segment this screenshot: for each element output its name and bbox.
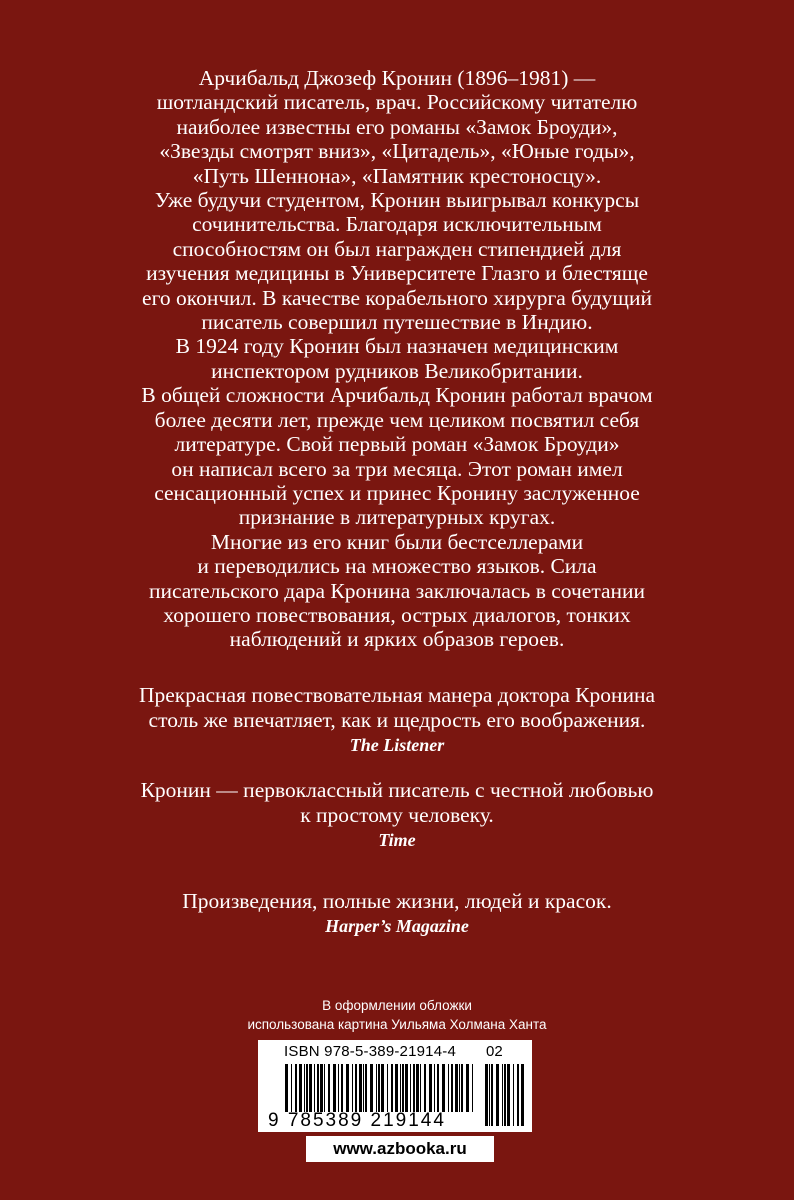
barcode-bar <box>448 1064 449 1112</box>
quote-source: Time <box>378 830 416 850</box>
barcode-bar <box>395 1064 398 1112</box>
barcode-bar <box>400 1064 401 1112</box>
barcode-bar <box>507 1064 510 1126</box>
barcode-bar <box>355 1064 357 1112</box>
barcode-addon-bars <box>484 1064 524 1126</box>
barcode-bar <box>434 1064 435 1112</box>
barcode-bar <box>365 1064 367 1112</box>
bio-line: наблюдений и ярких образов героев. <box>229 627 565 652</box>
bio-line: сенсационный успех и принес Кронину заслуженное <box>154 480 640 505</box>
barcode-bar <box>429 1064 432 1112</box>
barcode-bar <box>309 1064 312 1112</box>
barcode-bar <box>363 1064 364 1112</box>
barcode-bar <box>378 1064 380 1112</box>
isbn-label: ISBN 978-5-389-21914-4 <box>284 1043 457 1060</box>
barcode-bar <box>451 1064 453 1112</box>
bio-line: способностям он был награжден стипендией для <box>172 236 622 261</box>
barcode-bar <box>391 1064 393 1112</box>
barcode-bar <box>455 1064 458 1112</box>
barcode-bar <box>472 1064 473 1112</box>
barcode-bar <box>304 1064 305 1112</box>
bio-line: Уже будучи студентом, Кронин выигрывал конкурсы <box>154 188 640 213</box>
bio-line: В 1924 году Кронин был назначен медицинским <box>175 334 619 359</box>
quote-line: к простому человеку. <box>300 803 494 827</box>
barcode-bar <box>405 1064 408 1112</box>
barcode-bar <box>285 1064 288 1112</box>
barcode-bar <box>338 1064 339 1112</box>
review-quote-listener <box>60 683 734 757</box>
barcode-bar <box>410 1064 411 1112</box>
bio-line: Многие из его книг были бестселлерами <box>210 529 584 554</box>
barcode-bar <box>466 1064 469 1112</box>
bio-line: шотландский писатель, врач. Российскому читателю <box>156 90 638 115</box>
barcode-bar <box>320 1064 323 1112</box>
publisher-website: www.azbooka.ru <box>306 1136 494 1162</box>
bio-line: «Путь Шеннона», «Памятник крестоносцу». <box>192 163 602 188</box>
barcode-bar <box>381 1064 384 1112</box>
barcode-bar <box>370 1064 373 1112</box>
barcode-digits: 9 785389 219144 <box>268 1110 446 1131</box>
barcode-bar <box>442 1064 445 1112</box>
barcode-bar <box>317 1064 319 1112</box>
barcode-bar <box>306 1064 308 1112</box>
bio-line: он написал всего за три месяца. Этот роман имел <box>171 456 623 481</box>
quote-line: Прекрасная повествовательная манера доктора Кронина <box>138 683 656 707</box>
barcode-bars <box>284 1064 474 1112</box>
bio-line: признание в литературных кругах. <box>238 505 556 530</box>
bio-line: изучения медицины в Университете Глазго и блестяще <box>146 261 648 286</box>
bio-line: наиболее известны его романы «Замок Броуди», <box>176 114 618 139</box>
bio-line: инспектором рудников Великобритании. <box>211 358 583 383</box>
barcode-bar <box>413 1064 415 1112</box>
barcode-bar <box>521 1064 524 1126</box>
bio-line: писатель совершил путешествие в Индию. <box>201 310 593 335</box>
barcode-bar <box>502 1064 503 1126</box>
barcode-bar <box>359 1064 362 1112</box>
cover-credit <box>200 996 594 1034</box>
bio-line: литературе. Свой первый роман «Замок Броуди» <box>174 432 620 457</box>
barcode-bar <box>424 1064 426 1112</box>
quote-line: столь же впечатляет, как и щедрость его воображения. <box>148 708 646 732</box>
barcode-bar <box>387 1064 388 1112</box>
barcode-addon-number: 02 <box>486 1043 503 1060</box>
quote-source: The Listener <box>349 735 445 755</box>
author-bio <box>60 66 734 652</box>
bio-line: Арчибальд Джозеф Кронин (1896–1981) — <box>198 66 596 90</box>
review-quote-harpers <box>60 889 734 938</box>
barcode-bar <box>352 1064 353 1112</box>
barcode-bar <box>513 1064 514 1126</box>
barcode-bar <box>346 1064 349 1112</box>
barcode-bar <box>376 1064 377 1112</box>
quote-source: Harper’s Magazine <box>325 916 469 936</box>
barcode-bar <box>461 1064 463 1112</box>
quote-line: Произведения, полные жизни, людей и красок. <box>182 889 612 913</box>
bio-line: сочинительства. Благодаря исключительным <box>192 212 602 237</box>
quote-line: Кронин — первоклассный писатель с честной любовью <box>140 778 654 802</box>
barcode-bar <box>496 1064 499 1126</box>
barcode-bar <box>437 1064 439 1112</box>
bio-line: В общей сложности Арчибальд Кронин работал врачом <box>141 383 653 408</box>
barcode-bar <box>491 1064 493 1126</box>
isbn-barcode <box>258 1040 532 1132</box>
bio-line: хорошего повествования, острых диалогов, тонких <box>163 602 631 627</box>
barcode-bar <box>299 1064 302 1112</box>
barcode-bar <box>328 1064 330 1112</box>
credit-line: В оформлении обложки <box>322 998 472 1013</box>
barcode-bar <box>295 1064 297 1112</box>
bio-line: писательского дара Кронина заключалась в сочетании <box>148 578 646 603</box>
bio-line: и переводились на множество языков. Сила <box>197 554 597 579</box>
barcode-bar <box>324 1064 325 1112</box>
barcode-bar <box>291 1064 292 1112</box>
barcode-bar <box>402 1064 404 1112</box>
bio-line: «Звезды смотрят вниз», «Цитадель», «Юные годы», <box>159 139 635 164</box>
credit-line: использована картина Уильяма Холмана Ханта <box>247 1017 547 1032</box>
barcode-bar <box>416 1064 419 1112</box>
barcode-bar <box>485 1064 488 1126</box>
review-quote-time <box>60 778 734 852</box>
barcode-bar <box>341 1064 343 1112</box>
barcode-bar <box>314 1064 315 1112</box>
barcode-bar <box>504 1064 506 1126</box>
barcode-bar <box>459 1064 460 1112</box>
barcode-bar <box>420 1064 421 1112</box>
bio-line: его окончил. В качестве корабельного хирурга будущий <box>142 285 652 310</box>
bio-line: более десяти лет, прежде чем целиком посвятил себя <box>154 407 640 432</box>
barcode-bar <box>489 1064 490 1126</box>
barcode-bar <box>517 1064 519 1126</box>
barcode-bar <box>333 1064 336 1112</box>
